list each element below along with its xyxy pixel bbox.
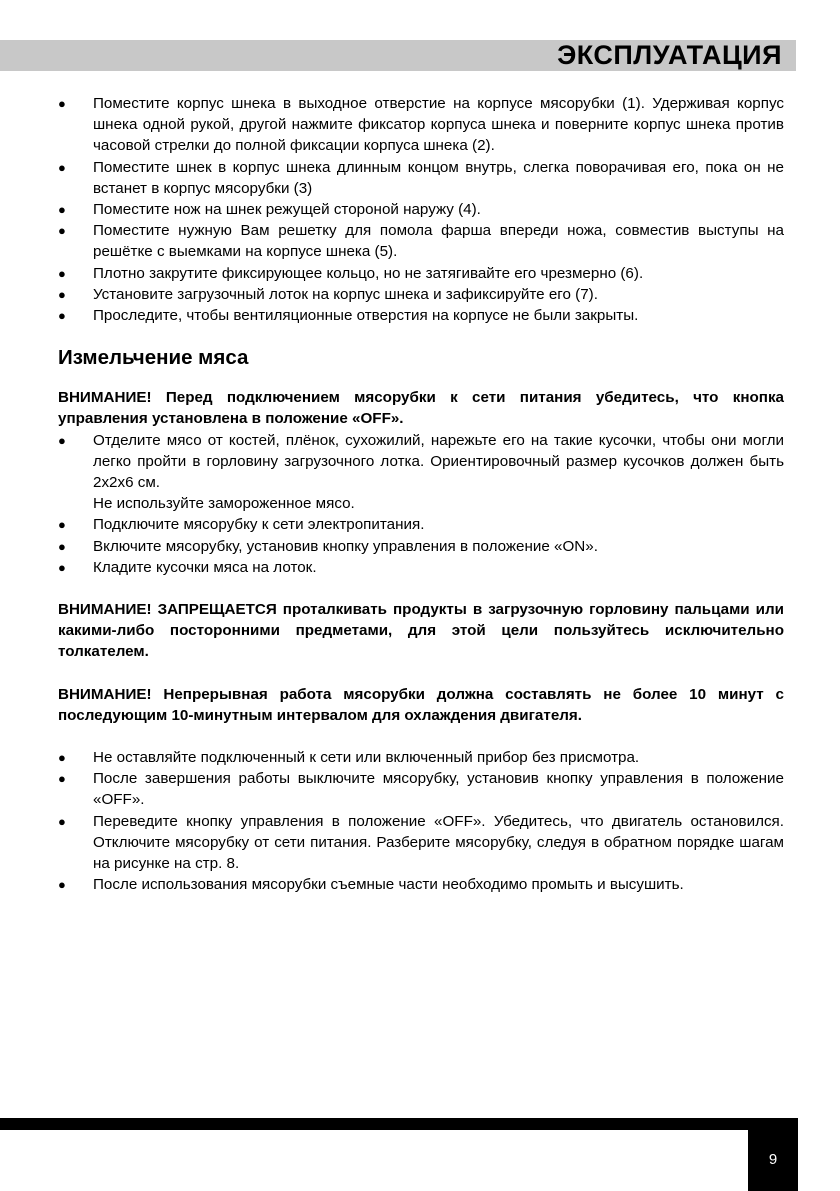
section-heading: Измельчение мяса [58, 346, 249, 370]
list-item: ● После использования мясорубки съемные части необходимо промыть и высушить. [58, 874, 784, 895]
list-item: ● Отделите мясо от костей, плёнок, сухожилий, нарежьте его на такие кусочки, чтобы они могли легко пройти в горловину загрузочного лотка. Ориентировочный размер кусочков должен быть 2х2х6 см. Не используйте замороженное мясо. [58, 430, 784, 515]
list-item: ● Поместите нож на шнек режущей стороной наружу (4). [58, 199, 784, 220]
list-item: ● Установите загрузочный лоток на корпус шнека и зафиксируйте его (7). [58, 284, 784, 305]
list-item: ● После завершения работы выключите мясорубку, установив кнопку управления в положение «OFF». [58, 770, 784, 809]
bullet-icon: ● [58, 813, 66, 829]
bullet-icon: ● [58, 432, 66, 448]
bullet-icon: ● [58, 877, 66, 893]
bullet-icon: ● [58, 265, 66, 281]
note-frozen-meat: Не используйте замороженное мясо. [93, 495, 355, 513]
bullet-icon: ● [58, 202, 66, 218]
assembly-list [58, 93, 784, 326]
bullet-icon: ● [58, 286, 66, 302]
bullet-icon: ● [58, 308, 66, 324]
bullet-icon: ● [58, 223, 66, 239]
page-number: 9 [768, 1151, 778, 1168]
bullet-icon: ● [58, 771, 66, 787]
bullet-icon: ● [58, 159, 66, 175]
grinding-steps-list [58, 430, 784, 578]
list-item: ● Включите мясорубку, установив кнопку управления в положение «ON». [58, 536, 784, 557]
list-item: ● Проследите, чтобы вентиляционные отверстия на корпусе не были закрыты. [58, 305, 784, 326]
bullet-icon: ● [58, 96, 66, 111]
after-use-list [58, 747, 784, 895]
list-item: ● Плотно закрутите фиксирующее кольцо, но не затягивайте его чрезмерно (6). [58, 263, 784, 284]
list-item: ● Не оставляйте подключенный к сети или включенный прибор без присмотра. [58, 747, 784, 768]
bullet-icon: ● [58, 750, 66, 766]
list-item: ● Переведите кнопку управления в положение «OFF». Убедитесь, что двигатель остановился. Отключите мясорубку от сети питания. Разберите мясорубку, следуя в обратном порядке шагам на рисунке на стр. 8. [58, 812, 784, 873]
warning-continuous-work: ВНИМАНИЕ! Непрерывная работа мясорубки должна составлять не более 10 минут с последующим 10-минутным интервалом для охлаждения двигателя. [58, 685, 784, 724]
bullet-icon: ● [58, 559, 66, 575]
list-item: ● Подключите мясорубку к сети электропитания. [58, 514, 784, 535]
footer-band [0, 1118, 798, 1130]
warning-pusher: ВНИМАНИЕ! ЗАПРЕЩАЕТСЯ проталкивать продукты в загрузочную горловину пальцами или какими-либо посторонними предметами, для этой цели пользуйтесь исключительно толкателем. [58, 601, 784, 661]
page-content [58, 93, 784, 896]
warning-power: ВНИМАНИЕ! Перед подключением мясорубки к сети питания убедитесь, что кнопка управления установлена в положение «OFF». [58, 389, 784, 428]
bullet-icon: ● [58, 517, 66, 533]
list-item: ● Поместите нужную Вам решетку для помола фарша впереди ножа, совместив выступы на решётке с выемками на корпусе шнека (5). [58, 222, 784, 261]
list-item: ● Поместите корпус шнека в выходное отверстие на корпусе мясорубки (1). Удерживая корпус шнека одной рукой, другой нажмите фиксатор корпуса шнека и поверните корпус шнека против часовой стрелки до полной фиксации корпуса шнека (2). [58, 95, 784, 155]
bullet-icon: ● [58, 538, 66, 554]
page-title: ЭКСПЛУАТАЦИЯ [557, 40, 782, 70]
list-item: ● Кладите кусочки мяса на лоток. [58, 557, 784, 578]
list-item: ● Поместите шнек в корпус шнека длинным концом внутрь, слегка поворачивая его, пока он не встанет в корпус мясорубки (3) [58, 158, 784, 197]
